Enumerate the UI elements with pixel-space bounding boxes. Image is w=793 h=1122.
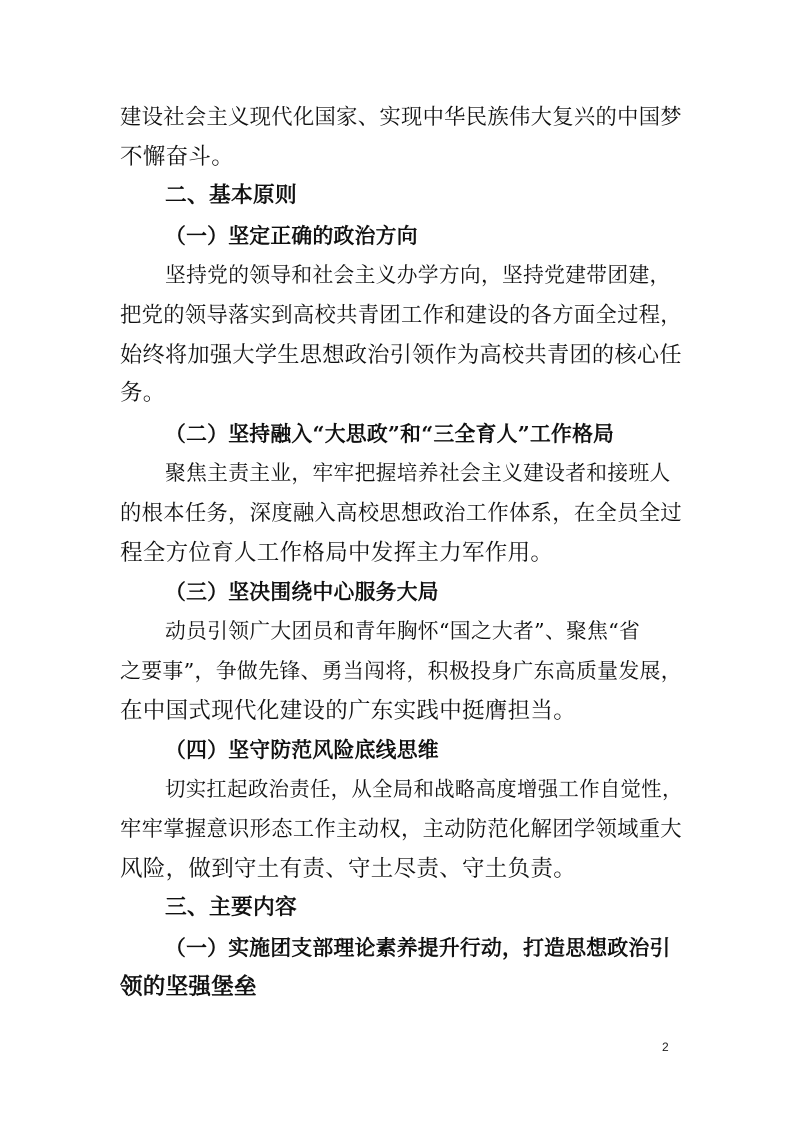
section-heading-3: 三、主要内容 — [165, 895, 297, 920]
body-text-line: 牢牢掌握意识形态工作主动权，主动防范化解团学领域重大 — [120, 817, 682, 842]
body-text-line: 在中国式现代化建设的广东实践中挺膺担当。 — [120, 698, 577, 724]
subsection-heading-2-2: （二）坚持融入“大思政”和“三全育人”工作格局 — [165, 421, 615, 446]
subsection-heading-2-1: （一）坚定正确的政治方向 — [165, 223, 418, 248]
body-text-line: 风险，做到守土有责、守土尽责、守土负责。 — [120, 856, 577, 882]
body-text-line: 聚焦主责主业，牢牢把握培养社会主义建设者和接班人 — [165, 461, 671, 485]
body-text-line: 的根本任务，深度融入高校思想政治工作体系，在全员全过 — [120, 501, 682, 526]
body-text-line: 务。 — [120, 380, 166, 406]
body-text-line: 程全方位育人工作格局中发挥主力军作用。 — [120, 540, 554, 566]
subsection-heading-3-1: （一）实施团支部理论素养提升行动，打造思想政治引 — [165, 935, 671, 960]
body-text-line: 始终将加强大学生思想政治引领作为高校共青团的核心任 — [120, 342, 682, 368]
subsection-heading-3-1-cont: 领的坚强堡垒 — [120, 974, 257, 1000]
page-number: 2 — [662, 1040, 669, 1054]
body-text-line: 不懈奋斗。 — [120, 144, 235, 170]
body-text-line: 坚持党的领导和社会主义办学方向，坚持党建带团建， — [165, 263, 671, 287]
subsection-heading-2-4: （四）坚守防范风险底线思维 — [165, 737, 439, 762]
subsection-heading-2-3: （三）坚决围绕中心服务大局 — [165, 579, 439, 604]
body-text-line: 建设社会主义现代化国家、实现中华民族伟大复兴的中国梦 — [120, 105, 682, 130]
body-text-line: 切实扛起政治责任，从全局和战略高度增强工作自觉性， — [165, 777, 683, 801]
body-text-line: 动员引领广大团员和青年胸怀“国之大者”、聚焦“省 — [165, 619, 641, 643]
section-heading-2: 二、基本原则 — [165, 183, 297, 208]
body-text-line: 之要事”，争做先锋、勇当闯将，积极投身广东高质量发展， — [120, 659, 682, 683]
body-text-line: 把党的领导落实到高校共青团工作和建设的各方面全过程， — [120, 303, 682, 328]
